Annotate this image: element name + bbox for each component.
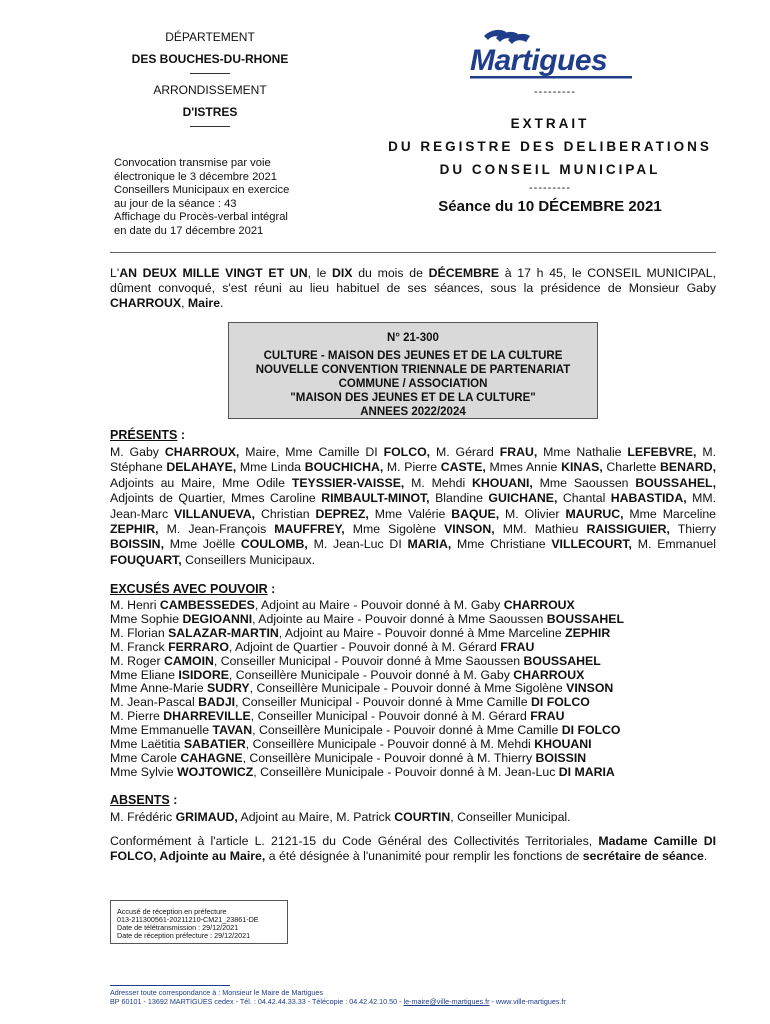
heading-text: EXCUSÉS AVEC POUVOIR — [110, 582, 268, 596]
text-bold: AN DEUX MILLE VINGT ET UN — [119, 266, 308, 280]
text: , Conseillère Municipale - Pouvoir donné à M. Mehdi — [245, 737, 535, 752]
conseil-title: DU CONSEIL MUNICIPAL — [439, 162, 661, 177]
excuses-list — [110, 599, 730, 780]
text: , le — [307, 266, 332, 280]
text-bold: DI FOLCO — [531, 695, 590, 710]
seance-date: Séance du 10 DÉCEMBRE 2021 — [438, 198, 662, 215]
text-bold: CAHAGNE — [180, 750, 243, 765]
separator-dashes: --------- — [529, 182, 571, 194]
text-bold: DI MARIA — [558, 764, 615, 779]
text-bold: CHARROUX — [503, 598, 575, 612]
text-bold: ZEPHIR — [565, 625, 611, 640]
convocation-line: Conseillers Municipaux en exercice — [114, 184, 290, 197]
text: , Adjointe au Maire - Pouvoir donné à Mme Saoussen — [252, 611, 547, 626]
extrait-title: EXTRAIT — [510, 116, 590, 131]
excuses-heading — [110, 582, 275, 596]
footer-line — [110, 997, 730, 1006]
heading-colon: : — [169, 793, 178, 807]
text-bold: DIX — [332, 266, 353, 280]
text: Mme Anne-Marie — [110, 681, 208, 696]
text-bold: WOJTOWICZ — [176, 764, 254, 779]
text: du mois de — [352, 266, 429, 280]
footer-text: - www.ville-martigues.fr — [489, 997, 566, 1006]
convocation-line: en date du 17 décembre 2021 — [114, 224, 264, 237]
excuse-item — [110, 696, 730, 710]
excuse-item — [110, 738, 730, 752]
deliberation-line: "MAISON DES JEUNES ET DE LA CULTURE" — [290, 392, 536, 404]
text: , Conseillère Municipale - Pouvoir donné à Mme Sigolène — [249, 681, 567, 696]
text: , Adjoint au Maire - Pouvoir donné à Mme Marceline — [278, 625, 566, 640]
excuse-item — [110, 627, 730, 641]
text: Adjoint au Maire, M. Patrick — [237, 810, 395, 824]
heading-colon: : — [177, 428, 186, 442]
text: M. Jean-Pascal — [110, 695, 199, 710]
excuse-item — [110, 641, 730, 655]
text-bold: ISIDORE — [178, 667, 229, 682]
excuse-item — [110, 599, 730, 613]
footer-text: BP 60101 - 13692 MARTIGUES cedex - Tél. : 04.42.44.33.33 - Télécopie : 04.42.42.10.50 - — [110, 997, 404, 1006]
text: , Adjoint de Quartier - Pouvoir donné à M. Gérard — [228, 639, 501, 654]
martigues-logo — [466, 26, 636, 82]
header-left — [110, 30, 310, 133]
text: , Adjoint au Maire - Pouvoir donné à M. Gaby — [254, 598, 504, 612]
text: M. Henri — [110, 598, 160, 612]
arrondissement-name: D'ISTRES — [182, 105, 238, 119]
text: , Conseillère Municipale - Pouvoir donné à M. Thierry — [242, 750, 536, 765]
convocation-line: au jour de la séance : 43 — [114, 197, 237, 210]
footer-line: Adresser toute correspondance à : Monsieur le Maire de Martigues — [110, 988, 323, 997]
text: M. Pierre — [110, 709, 164, 724]
text: , Conseiller Municipal - Pouvoir donné à Mme Saoussen — [213, 653, 524, 668]
text-bold: Madame Camille DI FOLCO, Adjointe au Maire, — [110, 834, 717, 864]
divider — [190, 126, 230, 127]
text-bold: SALAZAR-MARTIN — [168, 625, 279, 640]
convocation-line: électronique le 3 décembre 2021 — [114, 170, 277, 183]
text-bold: BADJI — [198, 695, 236, 710]
footer-divider — [110, 985, 230, 986]
excuse-item — [110, 655, 730, 669]
convocation-info — [114, 157, 324, 239]
text-bold: Maire — [187, 296, 221, 311]
text-bold: FERRARO — [168, 639, 229, 654]
text: a été désignée à l'unanimité pour remplir les fonctions de — [265, 849, 583, 864]
stamp-line: Accusé de réception en préfecture — [117, 907, 227, 916]
text: , Conseillère Municipale - Pouvoir donné à M. Jean-Luc — [253, 764, 559, 779]
intro-paragraph — [110, 266, 716, 312]
departement-label: DÉPARTEMENT — [165, 30, 255, 44]
text-bold: KHOUANI — [534, 737, 592, 752]
text-bold: TAVAN — [212, 723, 253, 738]
prefecture-stamp — [110, 900, 288, 944]
text: M. Franck — [110, 639, 169, 654]
excuse-item — [110, 613, 730, 627]
text: , Conseiller Municipal - Pouvoir donné à M. Gérard — [250, 709, 531, 724]
text: Mme Laëtitia — [110, 737, 184, 752]
deliberation-line: COMMUNE / ASSOCIATION — [338, 378, 488, 390]
text: , — [181, 296, 188, 311]
excuse-item — [110, 724, 730, 738]
excuse-item — [110, 710, 730, 724]
absents-paragraph — [110, 810, 716, 825]
text-bold: CAMBESSEDES — [159, 598, 255, 612]
text: Mme Eliane — [110, 667, 179, 682]
convocation-line: Affichage du Procès-verbal intégral — [114, 211, 288, 224]
text-bold: SUDRY — [207, 681, 250, 696]
text-bold: BOISSIN — [535, 750, 587, 765]
text-bold: DHARREVILLE — [163, 709, 251, 724]
stamp-line: 013-211300561-20211210-CM21_23861-DE — [117, 915, 259, 924]
header-divider — [110, 252, 716, 253]
excuse-item — [110, 669, 730, 683]
text-bold: FRAU — [500, 639, 535, 654]
registre-title: DU REGISTRE DES DELIBERATIONS — [388, 139, 712, 154]
text-bold: COURTIN — [394, 810, 451, 824]
absents-heading — [110, 793, 177, 807]
text: . — [220, 296, 224, 311]
text-bold: CHARROUX — [110, 296, 182, 311]
text: , Conseiller Municipal - Pouvoir donné à Mme Camille — [235, 695, 532, 710]
convocation-line: Convocation transmise par voie — [114, 157, 271, 169]
deliberation-number: N° 21-300 — [387, 332, 439, 344]
text: M. Florian — [110, 625, 169, 640]
extrait-heading — [370, 90, 730, 215]
logo-text: Martigues — [470, 44, 608, 77]
text-bold: GRIMAUD, — [175, 810, 238, 824]
text-bold: VINSON — [566, 681, 614, 696]
text-bold: BOUSSAHEL — [523, 653, 601, 668]
text: . — [703, 849, 708, 864]
arrondissement-label: ARRONDISSEMENT — [153, 83, 267, 97]
email-link[interactable]: le-maire@ville-martigues.fr — [403, 997, 490, 1006]
text-bold: FRAU — [530, 709, 565, 724]
text: Mme Carole — [110, 750, 181, 765]
text: L' — [110, 266, 120, 280]
deliberation-box — [228, 322, 598, 419]
text-bold: DÉCEMBRE — [428, 266, 500, 280]
text-bold: CAMOIN — [164, 653, 214, 668]
stamp-line: Date de télétransmission : 29/12/2021 — [117, 923, 239, 932]
text: M. Frédéric — [110, 810, 176, 824]
excuse-item — [110, 682, 730, 696]
text: Mme Sophie — [110, 611, 183, 626]
deliberation-line: NOUVELLE CONVENTION TRIENNALE DE PARTENARIAT — [255, 364, 571, 376]
heading-text: ABSENTS — [110, 793, 170, 807]
text: , Conseillère Municipale - Pouvoir donné à M. Gaby — [228, 667, 514, 682]
stamp-line: Date de réception préfecture : 29/12/2021 — [117, 931, 251, 940]
text: à 17 h 45, le CONSEIL MUNICIPAL, dûment convoqué, s'est réuni au lieu habituel de ses séances, sous la présidence de Monsieur Gaby — [110, 266, 716, 296]
text-bold: DEGIOANNI — [182, 611, 253, 626]
department-name: DES BOUCHES-DU-RHONE — [131, 52, 289, 66]
excuse-item — [110, 752, 730, 766]
excuse-item — [110, 766, 730, 780]
text: Conformément à l'article L. 2121-15 du Code Général des Collectivités Territoriales, — [110, 834, 599, 848]
divider — [190, 73, 230, 74]
deliberation-line: CULTURE - MAISON DES JEUNES ET DE LA CULTURE — [263, 350, 563, 362]
heading-colon: : — [267, 582, 276, 596]
text: , Conseiller Municipal. — [450, 810, 571, 824]
text-bold: CHARROUX — [513, 667, 585, 682]
text-bold: SABATIER — [183, 737, 246, 752]
text: M. Roger — [110, 653, 164, 668]
presents-paragraph: M. Gaby CHARROUX, Maire, Mme Camille DI FOLCO, M. Gérard FRAU, Mme Nathalie LEFEBVRE, M. Stéphane DELAHAYE, Mme Linda BOUCHICHA, M. Pierre CASTE, Mmes Annie KINAS, Charlette BENARD, Adjoints au Maire, Mme Odile TEYSSIER-VAISSE, M. Mehdi KHOUANI, Mme Saoussen BOUSSAHEL, Adjoints de Quartier, Mmes Caroline RIMBAULT-MINOT, Blandine GUICHANE, Chantal HABASTIDA, MM. Jean-Marc VILLANUEVA, Christian DEPREZ, Mme Valérie BAQUE, M. Olivier MAURUC, Mme Marceline ZEPHIR, M. Jean-François MAUFFREY, Mme Sigolène VINSON, MM. Mathieu RAISSIGUIER, Thierry BOISSIN, Mme Joëlle COULOMB, M. Jean-Luc DI MARIA, Mme Christiane VILLECOURT, M. Emmanuel FOUQUART, Conseillers Municipaux. — [110, 445, 717, 567]
text-bold: DI FOLCO — [561, 723, 621, 738]
text: Mme Emmanuelle — [110, 723, 213, 738]
text: , Conseillère Municipale - Pouvoir donné à Mme Camille — [252, 723, 562, 738]
secretary-paragraph — [110, 834, 716, 864]
text-bold: BOUSSAHEL — [546, 611, 624, 626]
deliberation-line: ANNEES 2022/2024 — [360, 406, 466, 418]
text: Mme Sylvie — [110, 764, 177, 779]
heading-text: PRÉSENTS — [110, 428, 178, 442]
separator-dashes: --------- — [534, 86, 576, 98]
footer — [110, 988, 730, 1006]
text-bold: secrétaire de séance — [582, 849, 704, 864]
presents-heading — [110, 428, 185, 442]
